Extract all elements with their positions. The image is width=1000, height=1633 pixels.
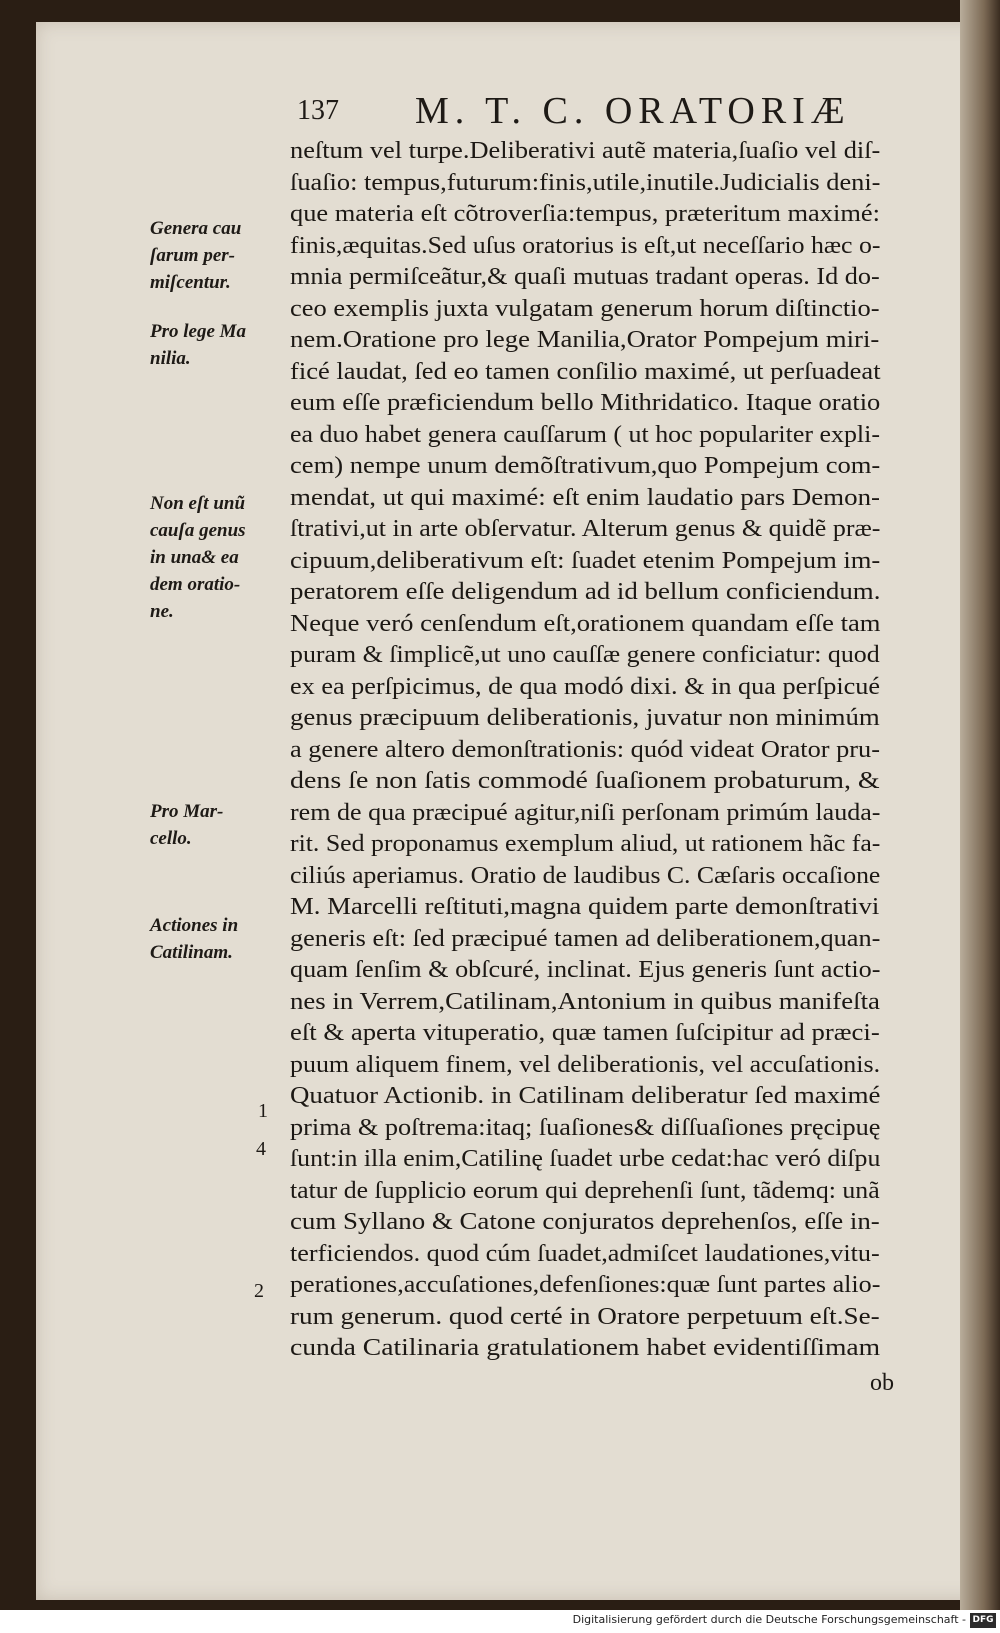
- margin-note-actiones: Actiones in Catilinam.: [150, 915, 239, 963]
- body-line: neſtum vel turpe.Deliberativi autẽ materia,ſuaſio vel diſ-: [290, 138, 881, 164]
- footer-credit: Digitalisierung gefördert durch die Deutsche Forschungsgemeinschaft -: [572, 1613, 966, 1626]
- body-line: puum aliquem finem, vel deliberationis, vel accuſationis.: [290, 1051, 881, 1078]
- catchword: ob: [870, 1370, 894, 1396]
- body-line: cem) nempe unum demõſtrativum,quo Pompejum com-: [290, 453, 881, 479]
- body-line: finis,æquitas.Sed uſus oratorius is eſt,ut neceſſario hæc o-: [290, 232, 881, 259]
- line-number-1: 1: [258, 1100, 268, 1122]
- body-line: ciliús aperiamus. Oratio de laudibus C. Cæſaris occaſione: [290, 862, 881, 889]
- body-line: ficé laudat, ſed eo tamen conſilio maximé, ut perſuadeat: [290, 358, 881, 385]
- body-line: mnia permiſceãtur,& quaſi mutuas tradant operas. Id do-: [290, 264, 880, 290]
- body-line: eſt & aperta vituperatio, quæ tamen ſuſcipitur ad præci-: [290, 1020, 880, 1046]
- dfg-logo-icon: DFG: [970, 1613, 996, 1628]
- line-number-4: 4: [256, 1138, 266, 1160]
- body-line: nem.Oratione pro lege Manilia,Orator Pompejum miri-: [290, 327, 880, 353]
- body-line: rum generum. quod certé in Oratore perpetuum eſt.Se-: [290, 1303, 880, 1330]
- body-line: cipuum,deliberativum eſt: ſuadet etenim Pompejum im-: [290, 547, 881, 574]
- body-line: a genere altero demonſtrationis: quód videat Orator pru-: [290, 736, 880, 763]
- body-line: prima & poſtrema:itaq; ſuaſiones& diſſuaſiones pręcipuę: [290, 1114, 881, 1141]
- body-line: quam ſenſim & obſcuré, inclinat. Ejus generis ſunt actio-: [290, 957, 881, 983]
- body-line: nes in Verrem,Catilinam,Antonium in quibus manifeſta: [290, 988, 880, 1015]
- body-line: Quatuor Actionib. in Catilinam deliberatur ſed maximé: [290, 1083, 881, 1109]
- body-line: Neque veró cenſendum eſt,orationem quandam eſſe tam: [290, 610, 881, 637]
- body-line: eum eſſe præficiendum bello Mithridatico. Itaque oratio: [290, 390, 881, 416]
- body-line: mendat, ut qui maximé: eſt enim laudatio pars Demon-: [290, 484, 881, 511]
- body-line: cum Syllano & Catone conjuratos deprehenſos, eſſe in-: [290, 1209, 880, 1235]
- margin-note-non-est-unum: Non eſt unũ cauſa genus in una& ea dem oratio- ne.: [150, 493, 246, 622]
- page-header: [297, 85, 857, 135]
- body-text: [290, 136, 930, 1365]
- body-line: ceo exemplis juxta vulgatam generum horum diſtinctio-: [290, 295, 880, 322]
- body-line: M. Marcelli reſtituti,magna quidem parte demonſtrativi: [290, 894, 880, 920]
- body-line: ex ea perſpicimus, de qua modó dixi. & in qua perſpicué: [290, 673, 881, 700]
- margin-note-genera: Genera cau ſarum per- miſcentur.: [150, 218, 242, 293]
- running-head: M. T. C. ORATORIÆ: [415, 90, 851, 132]
- body-line: terficiendos. quod cúm ſuadet,admiſcet laudationes,vitu-: [290, 1240, 880, 1267]
- body-line: peratorem eſſe deligendum ad id bellum conficiendum.: [290, 579, 881, 605]
- margin-note-pro-marcello: Pro Mar- cello.: [150, 801, 224, 849]
- body-line: dens ſe non ſatis commodé ſuaſionem probaturum, &: [290, 768, 880, 794]
- body-line: ſtrativi,ut in arte obſervatur. Alterum genus & quidẽ præ-: [290, 516, 881, 542]
- body-line: genus præcipuum deliberationis, juvatur non minimúm: [290, 705, 880, 731]
- body-line: generis eſt: ſed præcipué tamen ad deliberationem,quan-: [290, 925, 881, 952]
- page-number: 137: [297, 95, 339, 126]
- body-line: tatur de ſupplicio eorum qui deprehenſi ſunt, tãdemq: unã: [290, 1177, 880, 1204]
- body-line: ſuaſio: tempus,futurum:finis,utile,inutile.Judicialis deni-: [290, 169, 881, 196]
- body-line: rit. Sed proponamus exemplum aliud, ut rationem hãc fa-: [290, 831, 881, 857]
- digitization-footer: [0, 1610, 1000, 1633]
- body-line: perationes,accuſationes,defenſiones:quæ ſunt partes alio-: [290, 1272, 881, 1298]
- margin-note-pro-lege-manilia: Pro lege Ma nilia.: [150, 321, 247, 369]
- body-line: cunda Catilinaria gratulationem habet evidentiſſimam: [290, 1335, 881, 1361]
- line-number-2: 2: [254, 1280, 264, 1302]
- body-line: puram & ſimplicẽ,ut uno cauſſæ genere conficiatur: quod: [290, 642, 880, 668]
- body-line: que materia eſt cõtroverſia:tempus, præteritum maximé:: [290, 201, 880, 227]
- body-line: ea duo habet genera cauſſarum ( ut hoc populariter expli-: [290, 421, 880, 448]
- body-line: ſunt:in illa enim,Catilinę ſuadet urbe cedat:hac veró diſpu: [290, 1146, 881, 1172]
- body-line: rem de qua præcipué agitur,niſi perſonam primúm lauda-: [290, 799, 881, 826]
